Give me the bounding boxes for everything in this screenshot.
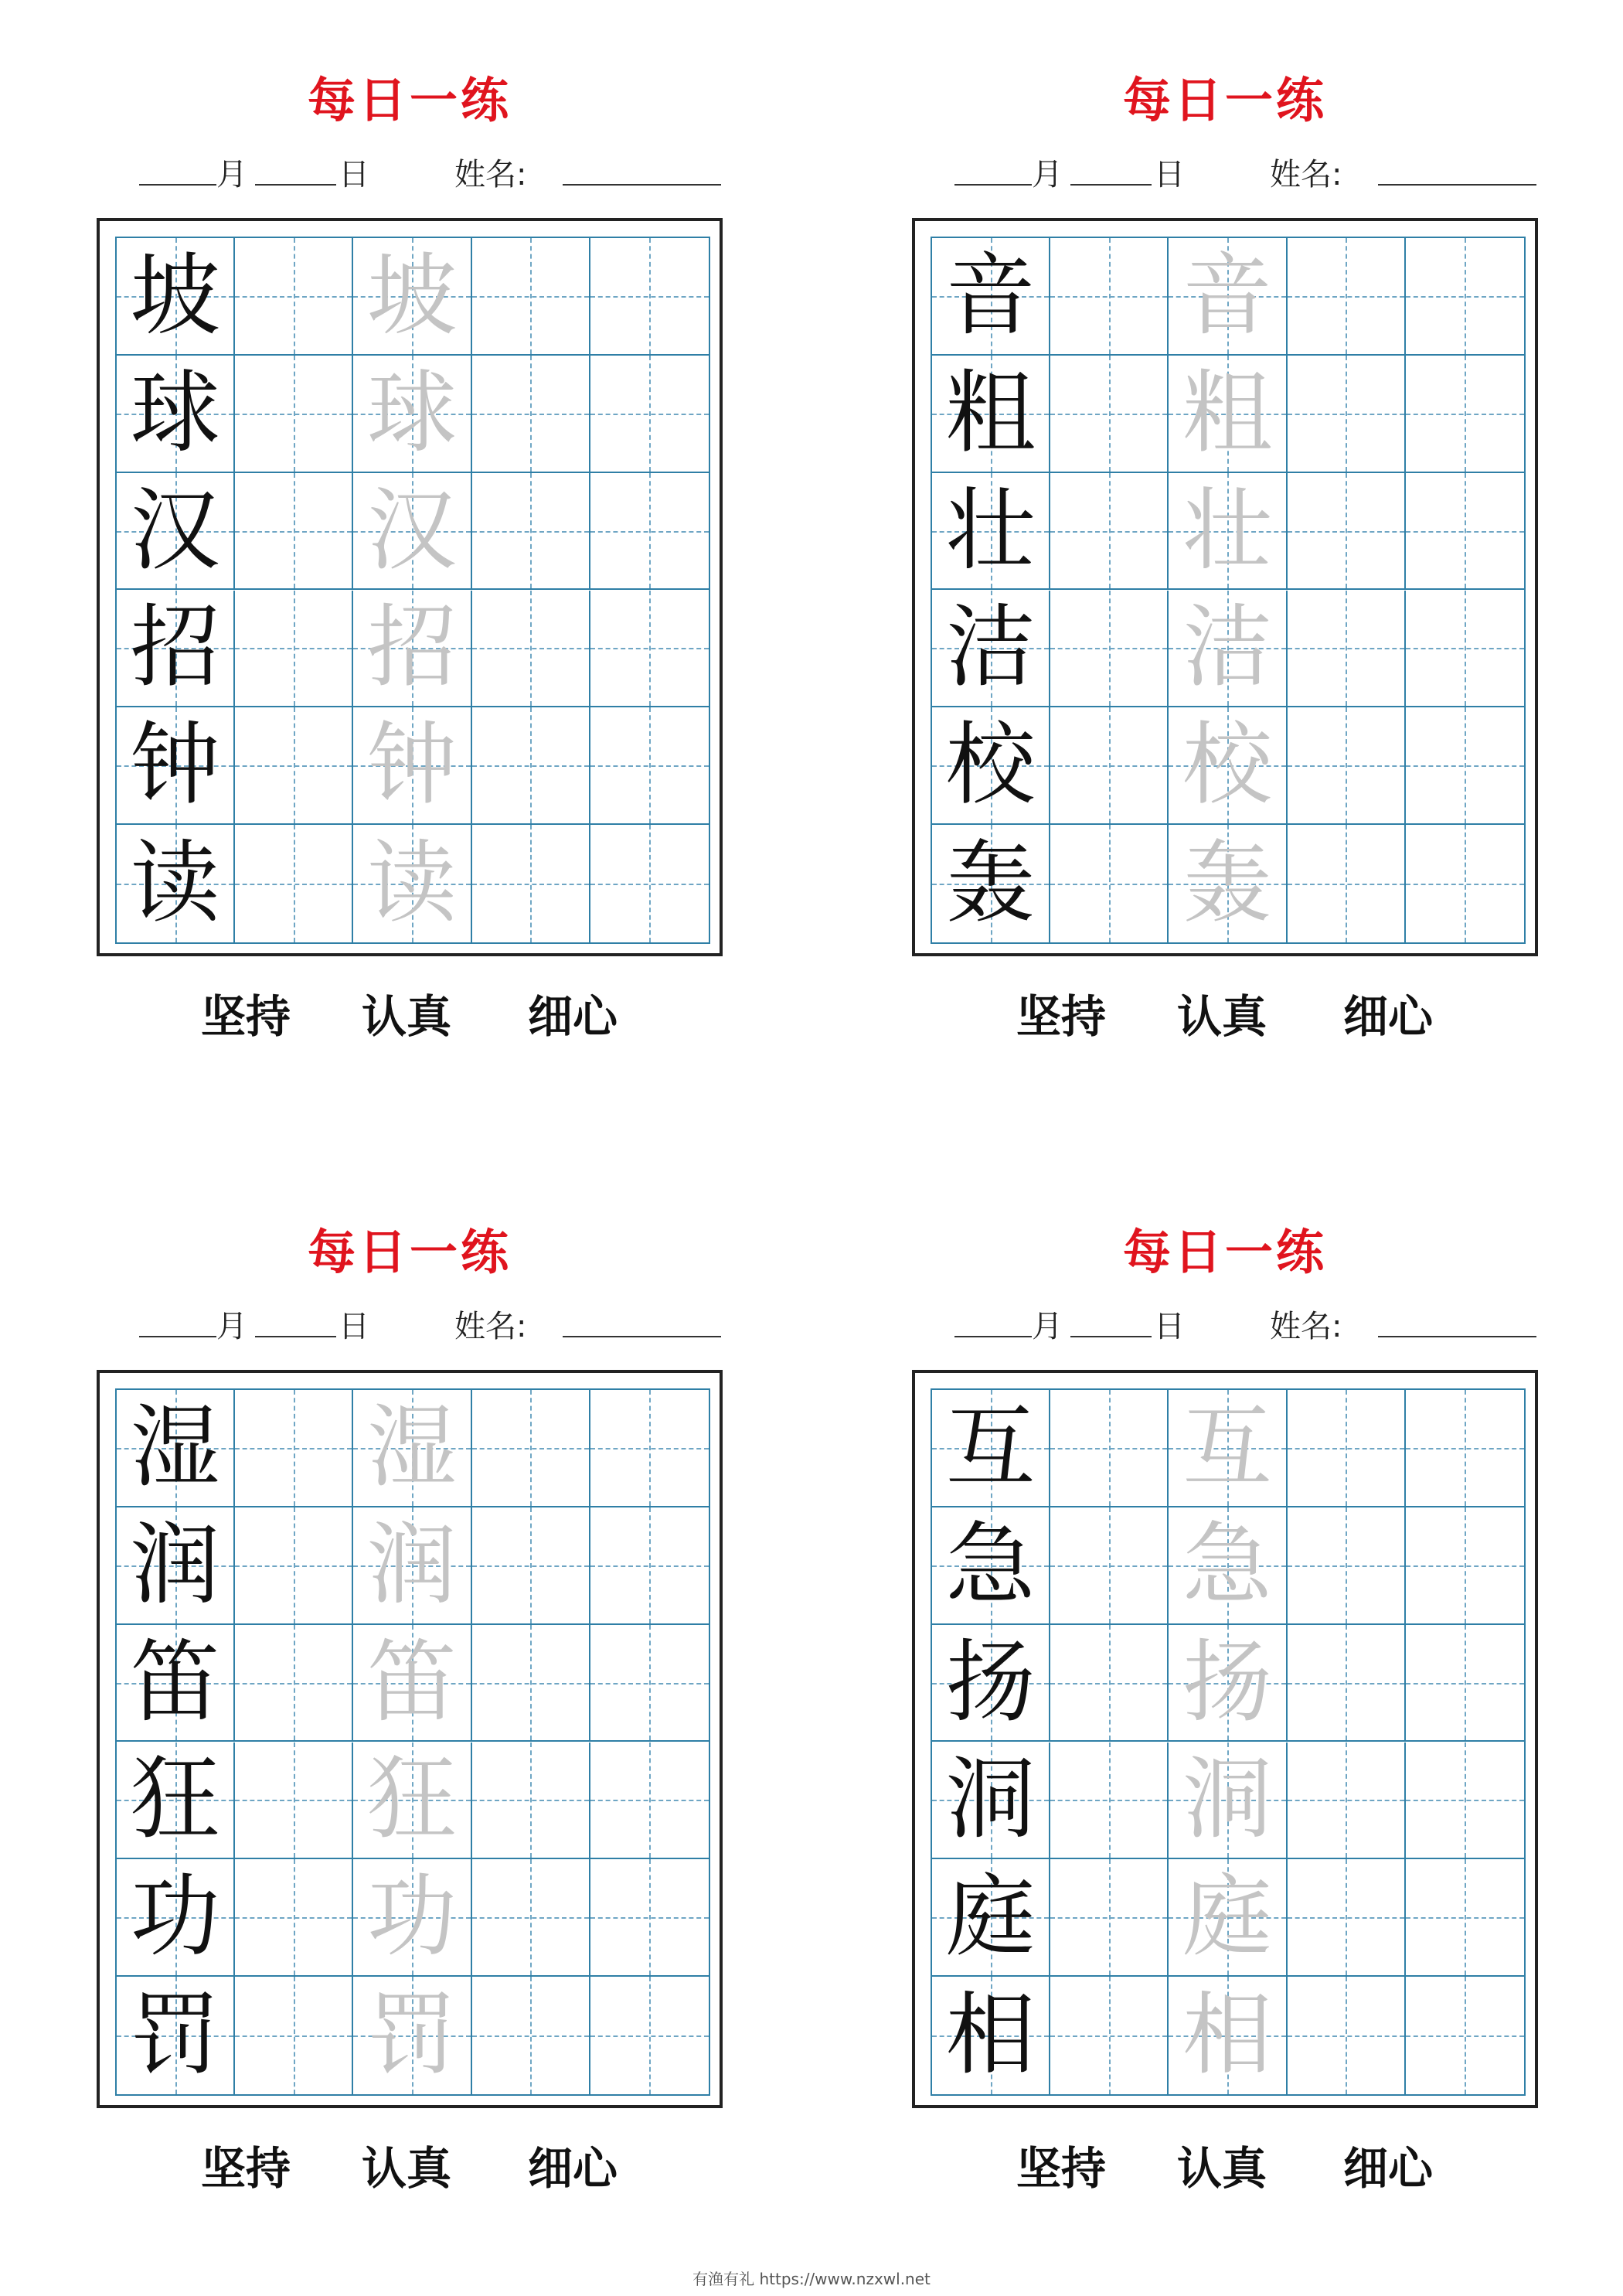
month-blank[interactable] [954,1336,1032,1337]
guide-line-v [530,707,532,823]
writing-cell[interactable] [235,707,353,825]
writing-cell[interactable] [1050,1625,1169,1742]
writing-cell[interactable] [472,825,590,942]
motto-word: 认真 [362,2142,452,2195]
trace-character: 润 [366,1512,457,1617]
writing-cell[interactable] [1406,473,1524,591]
month-blank[interactable] [139,184,216,186]
guide-line-v [649,1742,651,1858]
writing-cell[interactable] [472,238,590,356]
guide-line-v [530,1390,532,1506]
writing-cell[interactable] [1050,238,1169,356]
model-character: 狂 [130,1747,220,1852]
writing-cell[interactable] [1288,356,1406,473]
writing-cell[interactable] [472,707,590,825]
guide-line-v [294,825,295,942]
guide-line-v [649,1859,651,1975]
writing-cell[interactable] [472,591,590,708]
guide-line-v [1346,591,1347,707]
month-label: 月 [1032,157,1063,192]
trace-character: 招 [366,595,457,700]
trace-cell [353,1742,471,1860]
writing-cell[interactable] [1288,707,1406,825]
guide-line-v [1465,1742,1466,1858]
month-blank[interactable] [139,1336,216,1337]
model-character: 相 [945,1983,1036,2088]
model-cell [117,825,235,942]
trace-character: 互 [1182,1395,1272,1500]
writing-cell[interactable] [1288,1625,1406,1742]
name-label: 姓名: [454,1309,527,1344]
date-name-line [139,1296,726,1342]
model-cell [117,1390,235,1507]
trace-cell [1169,238,1287,356]
guide-line-v [1109,1625,1111,1741]
trace-character: 洞 [1182,1747,1272,1852]
guide-line-v [649,1390,651,1506]
month-label: 月 [216,1309,247,1344]
model-cell [117,238,235,356]
motto-word: 细心 [1343,990,1434,1043]
name-label: 姓名: [1270,157,1342,192]
writing-cell[interactable] [1288,591,1406,708]
model-cell [932,1742,1050,1860]
grid-frame [97,1370,723,2108]
writing-cell[interactable] [472,1507,590,1625]
guide-line-v [1109,825,1111,942]
trace-cell [353,1507,471,1625]
card-title: 每日一练 [1122,1224,1327,1280]
writing-cell[interactable] [472,1859,590,1977]
name-blank[interactable] [563,1336,721,1337]
model-cell [932,356,1050,473]
motto-word: 坚持 [1016,990,1107,1043]
day-label: 日 [1154,157,1185,192]
motto-word: 认真 [1177,990,1267,1043]
trace-character: 笛 [366,1630,457,1735]
writing-cell[interactable] [235,473,353,591]
day-label: 日 [1154,1309,1185,1344]
writing-cell[interactable] [235,1625,353,1742]
writing-cell[interactable] [1288,825,1406,942]
model-character: 急 [945,1512,1036,1617]
footer-text: 有渔有礼 https://www.nzxwl.net [692,2270,931,2288]
guide-line-v [530,825,532,942]
writing-cell[interactable] [472,1742,590,1860]
writing-cell[interactable] [590,707,709,825]
guide-line-v [649,356,651,472]
card-title: 每日一练 [307,72,512,128]
guide-line-v [1346,1977,1347,2094]
writing-cell[interactable] [1288,1859,1406,1977]
guide-line-v [1465,356,1466,472]
writing-cell[interactable] [590,473,709,591]
trace-cell [1169,473,1287,591]
guide-line-v [1346,238,1347,354]
guide-line-v [1109,1859,1111,1975]
tian-grid [115,1388,710,2096]
model-character: 轰 [945,831,1036,936]
name-blank[interactable] [563,184,721,186]
guide-line-v [1109,1742,1111,1858]
grid-frame [912,218,1538,956]
trace-character: 庭 [1182,1865,1272,1970]
writing-cell[interactable] [1050,1742,1169,1860]
model-character: 汉 [130,478,220,583]
date-name-line [139,144,726,190]
model-character: 洁 [945,595,1036,700]
guide-line-v [294,1859,295,1975]
writing-cell[interactable] [590,825,709,942]
writing-cell[interactable] [590,1507,709,1625]
trace-character: 急 [1182,1512,1272,1617]
trace-cell [353,356,471,473]
writing-cell[interactable] [1406,1742,1524,1860]
writing-cell[interactable] [1050,473,1169,591]
name-blank[interactable] [1378,1336,1536,1337]
model-cell [117,591,235,708]
writing-cell[interactable] [472,473,590,591]
guide-line-v [294,356,295,472]
trace-cell [353,1390,471,1507]
model-cell [117,473,235,591]
model-cell [117,1625,235,1742]
model-character: 互 [945,1395,1036,1500]
writing-cell[interactable] [1050,1507,1169,1625]
guide-line-v [1465,1977,1466,2094]
day-label: 日 [339,1309,369,1344]
trace-character: 读 [366,831,457,936]
motto-word: 坚持 [201,990,291,1043]
model-cell [932,238,1050,356]
writing-cell[interactable] [1050,591,1169,708]
writing-cell[interactable] [1288,1977,1406,2094]
guide-line-v [649,238,651,354]
writing-cell[interactable] [472,1977,590,2094]
guide-line-v [1465,473,1466,589]
model-cell [117,1742,235,1860]
writing-cell[interactable] [590,356,709,473]
writing-cell[interactable] [472,1625,590,1742]
trace-cell [1169,707,1287,825]
guide-line-v [1346,1742,1347,1858]
guide-line-v [1465,1390,1466,1506]
model-cell [117,707,235,825]
writing-cell[interactable] [235,1742,353,1860]
guide-line-v [294,238,295,354]
name-blank[interactable] [1378,184,1536,186]
guide-line-v [294,473,295,589]
writing-cell[interactable] [1406,1507,1524,1625]
model-character: 湿 [130,1395,220,1500]
model-character: 洞 [945,1747,1036,1852]
trace-cell [353,1625,471,1742]
trace-character: 音 [1182,243,1272,348]
writing-cell[interactable] [590,591,709,708]
guide-line-v [530,1859,532,1975]
trace-character: 粗 [1182,360,1272,465]
trace-cell [353,825,471,942]
writing-cell[interactable] [1406,1625,1524,1742]
writing-cell[interactable] [1288,238,1406,356]
guide-line-v [649,825,651,942]
grid-frame [97,218,723,956]
trace-cell [1169,1390,1287,1507]
model-character: 笛 [130,1630,220,1735]
practice-card [912,1152,1538,2195]
trace-character: 扬 [1182,1630,1272,1735]
writing-cell[interactable] [1406,356,1524,473]
trace-character: 钟 [366,713,457,818]
month-label: 月 [216,157,247,192]
model-character: 球 [130,360,220,465]
guide-line-v [1465,591,1466,707]
date-name-line [954,144,1542,190]
guide-line-v [294,1625,295,1741]
guide-line-v [530,356,532,472]
motto-word: 坚持 [1016,2142,1107,2195]
model-character: 坡 [130,243,220,348]
guide-line-v [1346,1390,1347,1506]
guide-line-v [1109,1977,1111,2094]
guide-line-v [530,238,532,354]
model-character: 钟 [130,713,220,818]
writing-cell[interactable] [1406,1859,1524,1977]
writing-cell[interactable] [1406,1977,1524,2094]
motto-word: 细心 [1343,2142,1434,2195]
guide-line-v [1465,1859,1466,1975]
writing-cell[interactable] [1406,591,1524,708]
writing-cell[interactable] [1406,1390,1524,1507]
writing-cell[interactable] [590,1390,709,1507]
writing-cell[interactable] [235,1859,353,1977]
writing-cell[interactable] [1050,825,1169,942]
guide-line-v [1346,1507,1347,1623]
guide-line-v [649,1977,651,2094]
guide-line-v [1109,1507,1111,1623]
practice-card [97,1152,723,2195]
trace-cell [353,1977,471,2094]
guide-line-v [1109,473,1111,589]
writing-cell[interactable] [1288,473,1406,591]
model-character: 招 [130,595,220,700]
guide-line-v [1346,473,1347,589]
day-blank[interactable] [255,1336,336,1337]
guide-line-v [1346,356,1347,472]
tian-grid [931,1388,1526,2096]
trace-character: 湿 [366,1395,457,1500]
trace-character: 狂 [366,1747,457,1852]
guide-line-v [530,1977,532,2094]
writing-cell[interactable] [235,591,353,708]
guide-line-v [294,1390,295,1506]
writing-cell[interactable] [1050,1390,1169,1507]
guide-line-v [1346,825,1347,942]
day-blank[interactable] [1070,1336,1152,1337]
writing-cell[interactable] [1288,1742,1406,1860]
guide-line-v [530,591,532,707]
guide-line-v [649,1507,651,1623]
model-cell [932,473,1050,591]
guide-line-v [1109,238,1111,354]
trace-character: 相 [1182,1983,1272,2088]
writing-cell[interactable] [1050,1977,1169,2094]
writing-cell[interactable] [590,1859,709,1977]
guide-line-v [1465,825,1466,942]
model-character: 壮 [945,478,1036,583]
guide-line-v [1465,238,1466,354]
writing-cell[interactable] [472,1390,590,1507]
guide-line-v [294,591,295,707]
trace-cell [353,238,471,356]
guide-line-v [294,1977,295,2094]
model-cell [932,591,1050,708]
trace-cell [1169,591,1287,708]
grid-frame [912,1370,1538,2108]
trace-character: 功 [366,1865,457,1970]
model-cell [932,1859,1050,1977]
guide-line-v [649,591,651,707]
motto-word: 认真 [362,990,452,1043]
model-character: 功 [130,1865,220,1970]
card-title: 每日一练 [1122,72,1327,128]
practice-card [912,0,1538,1043]
trace-cell [1169,825,1287,942]
guide-line-v [1109,707,1111,823]
guide-line-v [530,473,532,589]
tian-grid [931,237,1526,944]
writing-cell[interactable] [235,825,353,942]
writing-cell[interactable] [1288,1507,1406,1625]
writing-cell[interactable] [235,1390,353,1507]
trace-character: 轰 [1182,831,1272,936]
day-blank[interactable] [1070,184,1152,186]
guide-line-v [1465,707,1466,823]
motto-word: 认真 [1177,2142,1267,2195]
writing-cell[interactable] [235,356,353,473]
practice-card [97,0,723,1043]
writing-cell[interactable] [1406,825,1524,942]
trace-cell [353,473,471,591]
trace-character: 壮 [1182,478,1272,583]
writing-cell[interactable] [235,1977,353,2094]
model-cell [932,1977,1050,2094]
motto-word: 细心 [528,990,618,1043]
trace-cell [353,1859,471,1977]
guide-line-v [1346,1859,1347,1975]
name-label: 姓名: [1270,1309,1342,1344]
guide-line-v [649,473,651,589]
model-character: 粗 [945,360,1036,465]
writing-cell[interactable] [1050,356,1169,473]
writing-cell[interactable] [472,356,590,473]
writing-cell[interactable] [1050,1859,1169,1977]
model-character: 罚 [130,1983,220,2088]
guide-line-v [649,1625,651,1741]
guide-line-v [649,707,651,823]
model-cell [932,1625,1050,1742]
model-cell [932,1390,1050,1507]
model-character: 校 [945,713,1036,818]
month-label: 月 [1032,1309,1063,1344]
name-label: 姓名: [454,157,527,192]
guide-line-v [1109,356,1111,472]
model-character: 庭 [945,1865,1036,1970]
writing-cell[interactable] [590,1977,709,2094]
guide-line-v [294,707,295,823]
trace-cell [1169,1507,1287,1625]
trace-cell [1169,1742,1287,1860]
guide-line-v [1346,1625,1347,1741]
trace-cell [1169,356,1287,473]
model-cell [932,1507,1050,1625]
guide-line-v [1346,707,1347,823]
guide-line-v [530,1507,532,1623]
date-name-line [954,1296,1542,1342]
model-cell [932,825,1050,942]
writing-cell[interactable] [1288,1390,1406,1507]
writing-cell[interactable] [1406,707,1524,825]
trace-cell [1169,1859,1287,1977]
guide-line-v [294,1507,295,1623]
trace-character: 罚 [366,1983,457,2088]
trace-character: 坡 [366,243,457,348]
model-character: 润 [130,1512,220,1617]
day-label: 日 [339,157,369,192]
writing-cell[interactable] [1406,238,1524,356]
model-cell [117,356,235,473]
guide-line-v [294,1742,295,1858]
guide-line-v [1109,1390,1111,1506]
trace-character: 洁 [1182,595,1272,700]
model-cell [117,1507,235,1625]
model-character: 扬 [945,1630,1036,1735]
writing-cell[interactable] [1050,707,1169,825]
model-cell [117,1859,235,1977]
tian-grid [115,237,710,944]
writing-cell[interactable] [235,1507,353,1625]
model-character: 读 [130,831,220,936]
writing-cell[interactable] [590,238,709,356]
motto-word: 细心 [528,2142,618,2195]
trace-character: 汉 [366,478,457,583]
guide-line-v [1465,1625,1466,1741]
card-title: 每日一练 [307,1224,512,1280]
trace-cell [1169,1977,1287,2094]
model-character: 音 [945,243,1036,348]
model-cell [932,707,1050,825]
day-blank[interactable] [255,184,336,186]
motto-word: 坚持 [201,2142,291,2195]
trace-cell [353,591,471,708]
month-blank[interactable] [954,184,1032,186]
guide-line-v [1109,591,1111,707]
writing-cell[interactable] [235,238,353,356]
guide-line-v [1465,1507,1466,1623]
guide-line-v [530,1742,532,1858]
writing-cell[interactable] [590,1742,709,1860]
writing-cell[interactable] [590,1625,709,1742]
trace-cell [353,707,471,825]
model-cell [117,1977,235,2094]
trace-character: 球 [366,360,457,465]
trace-cell [1169,1625,1287,1742]
guide-line-v [530,1625,532,1741]
trace-character: 校 [1182,713,1272,818]
